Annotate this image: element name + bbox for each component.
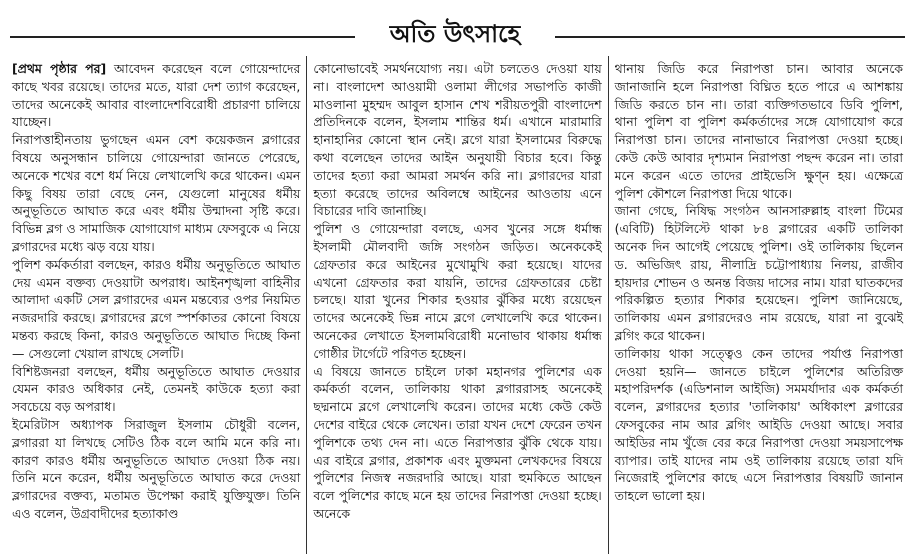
header-rule-left	[10, 36, 355, 38]
paragraph: তালিকায় থাকা সত্ত্বেও কেন তাদের পর্যাপ্ত নিরাপত্তা দেওয়া হয়নি— জানতে চাইলে পুলিশের অতিরিক্ত মহাপরিদর্শক (এডিশনাল আইজি) সমমর্যাদার এক কর্মকর্তা বলেন, ব্লগারদের হত্যার 'তালিকায়' অধিকাংশ ব্লগারের ফেসবুকের নাম আর ব্লগিং আইডি দেওয়া আছে। সবার আইডির নাম খুঁজে বের করে নিরাপত্তা দেওয়া সময়সাপেক্ষ ব্যাপার। তাই যাদের নাম ওই তালিকায় রয়েছে তারা যদি নিজেরাই পুলিশের কাছে এসে নিরাপত্তার বিষয়টি জানান তাহলে ভালো হয়।	[614, 345, 903, 504]
paragraph: বিশিষ্টজনরা বলছেন, ধর্মীয় অনুভূতিতে আঘাত দেওয়ার যেমন কারও অধিকার নেই, তেমনই কাউকে হত্যা করা সবচেয়ে বড় অপরাধ।	[12, 363, 301, 415]
paragraph: পুলিশ ও গোয়েন্দারা বলছে, এসব খুনের সঙ্গে ধর্মান্ধ ইসলামী মৌলবাদী জঙ্গি সংগঠন জড়িত। অনেককেই গ্রেফতার করে আইনের মুখোমুখি করা হয়েছে। যাদের এখনো গ্রেফতার করা যায়নি, তাদের গ্রেফতারের চেষ্টা চলছে। যারা খুনের শিকার হওয়ার ঝুঁকির মধ্যে রয়েছেন তাদের অনেকেই ভিন্ন নামে ব্লগে লেখালেখি করে থাকেন। অনেকের লেখাতে ইসলামবিরোধী মনোভাব থাকায় ধর্মান্ধ গোষ্ঠীর টার্গেটে পরিণত হচ্ছেন।	[313, 221, 602, 361]
header-rule-right	[555, 36, 905, 38]
paragraph: পুলিশ কর্মকর্তারা বলছেন, কারও ধর্মীয় অনুভূতিতে আঘাত দেয় এমন বক্তব্য দেওয়াটা অপরাধ। আইনশৃঙ্খলা বাহিনীর আলাদা একটি সেল ব্লগারদের এমন মন্তব্যের ওপর নিয়মিত নজরদারি করছে। ব্লগারদের ব্লগে স্পর্শকাতর কোনো বিষয়ে মন্তব্য করছে কিনা, কারও অনুভূতিতে আঘাত দিচ্ছে কিনা— সেগুলো খেয়াল রাখছে সেলটি।	[12, 256, 301, 361]
column-3	[608, 56, 909, 554]
page-title: অতি উৎসাহে	[389, 19, 521, 48]
paragraph: জানা গেছে, নিষিদ্ধ সংগঠন আনসারুল্লাহ বাংলা টিমের (এবিটি) হিটলিস্টে থাকা ৮৪ ব্লগারের একটি তালিকা অনেক দিন আগেই পেয়েছে পুলিশ। ওই তালিকায় ছিলেন ড. অভিজিৎ রায়, নীলাদ্রি চট্টোপাধ্যায় নিলয়, রাজীব হায়দার শোভন ও অনন্ত বিজয় দাসের নাম। যারা ঘাতকদের পরিকল্পিত হত্যার শিকার হয়েছেন। পুলিশ জানিয়েছে, তালিকায় এমন ব্লগারদেরও নাম রয়েছে, যারা না বুঝেই ব্লগিং করে থাকেন।	[614, 203, 903, 343]
continuation-marker: [প্রথম পৃষ্ঠার পর]	[12, 61, 107, 76]
paragraph	[12, 60, 300, 131]
paragraph-text: আবেদন করেছেন বলে গোয়েন্দাদের কাছে খবর রয়েছে। তাদের মতে, যারা দেশ ত্যাগ করেছেন, তাদের অনেকেই আবার বাংলাদেশবিরোধী প্রচারণা চালিয়ে যাচ্ছেন।	[12, 61, 301, 130]
column-2	[306, 56, 607, 554]
paragraph: কোনোভাবেই সমর্থনযোগ্য নয়। এটা চলতেও দেওয়া যায় না। বাংলাদেশ আওয়ামী ওলামা লীগের সভাপতি কাজী মাওলানা মুহম্মদ আবুল হাসান শেখ শরীয়তপুরী বাংলাদেশ প্রতিদিনকে বলেন, ইসলাম শান্তির ধর্ম। এখানে মারামারি হানাহানির কোনো স্থান নেই। ব্লগে যারা ইসলামের বিরুদ্ধে কথা বলেছেন তাদের আইন অনুযায়ী বিচার হবে। কিন্তু তাদের হত্যা করা আমরা সমর্থন করি না। ব্লগারদের যারা হত্যা করেছে তাদের অবিলম্বে আইনের আওতায় এনে বিচারের দাবি জানাচ্ছি।	[313, 61, 602, 219]
paragraph: এ বিষয়ে জানতে চাইলে ঢাকা মহানগর পুলিশের এক কর্মকর্তা বলেন, তালিকায় থাকা ব্লগাররাসহ অনেকেই ছদ্মনামে ব্লগে লেখালেখি করেন। তাদের মধ্যে কেউ কেউ দেশের বাইরে থেকে লেখেন। তারা যখন দেশে ফেরেন তখন পুলিশকে তথ্য দেন না। এতে নিরাপত্তার ঝুঁকি থেকে যায়। এর বাইরে ব্লগার, প্রকাশক এবং মুক্তমনা লেখকদের বিষয়ে পুলিশের নিজস্ব নজরদারি আছে। যারা হুমকিতে আছেন বলে পুলিশের কাছে মনে হয় তাদের নিরাপত্তা দেওয়া হচ্ছে। অনেকে	[313, 363, 602, 521]
paragraph: থানায় জিডি করে নিরাপত্তা চান। আবার অনেকে জানাজানি হলে নিরাপত্তা বিঘ্নিত হতে পারে এ আশঙ্কায় জিডি করতে চান না। তারা ব্যক্তিগতভাবে ডিবি পুলিশ, থানা পুলিশ বা পুলিশ কর্মকর্তাদের সঙ্গে যোগাযোগ করে নিরাপত্তা চান। তাদের নানাভাবে নিরাপত্তা দেওয়া হচ্ছে। কেউ কেউ আবার দৃশ্যমান নিরাপত্তা পছন্দ করেন না। তারা মনে করেন এতে তাদের প্রাইভেসি ক্ষুণ্ন হয়। এক্ষেত্রে পুলিশ কৌশলে নিরাপত্তা দিয়ে থাকে।	[614, 61, 903, 201]
section-header	[0, 0, 915, 58]
article-columns	[6, 56, 909, 554]
column-1	[6, 56, 306, 554]
paragraph: নিরাপত্তাহীনতায় ভুগছেন এমন বেশ কয়েকজন ব্লগারের বিষয়ে অনুসন্ধান চালিয়ে গোয়েন্দারা জানতে পেরেছে, অনেকে শখের বশে ধর্ম নিয়ে লেখালেখি করে থাকেন। এমন কিছু বিষয় তারা বেছে নেন, যেগুলো মানুষের ধর্মীয় অনুভূতিতে আঘাত করে এবং ধর্মীয় উন্মাদনা সৃষ্টি করে। বিভিন্ন ব্লগ ও সামাজিক যোগাযোগ মাধ্যম ফেসবুকে এ নিয়ে ব্লগারদের মধ্যে ঝড় বয়ে যায়।	[12, 132, 301, 254]
paragraph: ইমেরিটাস অধ্যাপক সিরাজুল ইসলাম চৌধুরী বলেন, ব্লগাররা যা লিখছে সেটিও ঠিক বলে আমি মনে করি না। কারণ কারও ধর্মীয় অনুভূতিতে আঘাত দেওয়া ঠিক নয়। তিনি মনে করেন, ধর্মীয় অনুভূতিতে আঘাত করে দেওয়া ব্লগারদের বক্তব্য, মতামত উপেক্ষা করাই যুক্তিযুক্ত। তিনি এও বলেন, উগ্রবাদীদের হত্যাকাণ্ড	[12, 416, 301, 521]
